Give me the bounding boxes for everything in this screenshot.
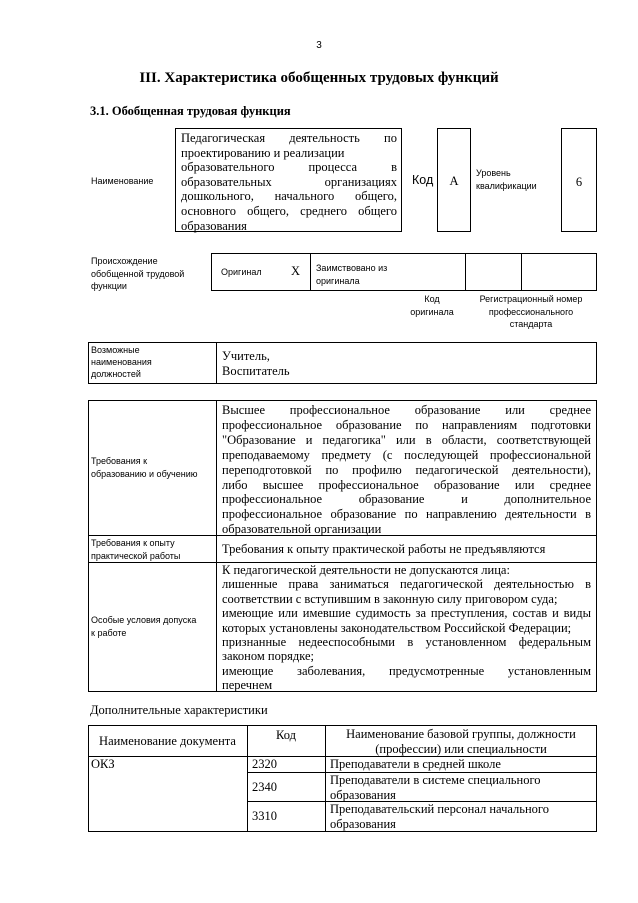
table-row-code: 2320 (252, 757, 277, 771)
function-name-line: дошкольного, начального общего, (181, 189, 397, 204)
code-original-caption: Код оригинала (410, 294, 454, 317)
function-name-line: проектированию и реализации (181, 145, 345, 160)
table-row-code: 2340 (252, 780, 277, 794)
table-row-name: Преподаватели в системе специального образования (330, 773, 541, 802)
function-name-line: образовательного процесса в (181, 160, 397, 175)
function-name-line: основного общего, среднего общего (181, 203, 397, 218)
code-label: Код (412, 173, 434, 187)
original-mark: Х (291, 264, 301, 278)
positions-value: Учитель, Воспитатель (222, 349, 290, 378)
function-name-line: образовательных организациях (181, 174, 397, 189)
experience-label: Требования к опыту практической работы (91, 538, 181, 561)
header-document: Наименование документа (99, 734, 236, 748)
reg-number-caption: Регистрационный номер профессионального стандарта (479, 294, 583, 329)
borrowed-label: Заимствовано из оригинала (316, 263, 388, 286)
level-value-box: 6 (561, 128, 597, 232)
table-row-code: 3310 (252, 809, 277, 823)
origin-label: Происхождение обобщенной трудовой функции (91, 256, 185, 291)
name-label: Наименование (91, 176, 154, 186)
level-label (476, 167, 537, 193)
level-label-line: Уровень (476, 168, 511, 178)
section-title: III. Характеристика обобщенных трудовых функций (139, 70, 499, 86)
page-number: 3 (316, 40, 322, 51)
origin-table (211, 253, 597, 291)
additional-title: Дополнительные характеристики (90, 703, 268, 717)
header-name: Наименование базовой группы, должности (профессии) или специальности (346, 727, 576, 756)
original-label: Оригинал (221, 267, 262, 277)
code-value-box: А (437, 128, 471, 232)
positions-table (88, 342, 597, 384)
function-name-line: образования (181, 218, 247, 233)
function-name-box (175, 128, 402, 232)
special-conditions-text: К педагогической деятельности не допускаются лица: лишенные права заниматься педагогической деятельностью в соответствии с вступившим в законную силу приговором суда; имеющие или имевшие судимость за преступления, состав и виды которых установлены законодательством Российской Федерации; признанные недееспособными в установленном федеральным законом порядке; имеющие заболевания, предусмотренные установленным перечнем (222, 563, 591, 693)
function-name-line: Педагогическая деятельность по (181, 131, 397, 145)
subsection-title: 3.1. Обобщенная трудовая функция (90, 104, 291, 118)
table-row-name: Преподавательский персонал начального образования (330, 802, 549, 831)
level-label-line: квалификации (476, 181, 537, 191)
header-code: Код (276, 728, 296, 742)
special-conditions-label: Особые условия допуска к работе (91, 615, 197, 638)
experience-value: Требования к опыту практической работы не предъявляются (222, 542, 546, 556)
table-row-name: Преподаватели в средней школе (330, 757, 501, 771)
education-text: Высшее профессиональное образование или среднее профессиональное образование по направлениям подготовки "Образование и педагогика" или в области, соответствующей преподаваемому предмету (с последующей профессиональной переподготовкой по профилю педагогической деятельности), либо высшее профессиональное образование или среднее профессиональное образование и дополнительное профессиональное образование по направлению деятельности в образовательной организации (222, 403, 591, 537)
education-label: Требования к образованию и обучению (91, 456, 198, 479)
positions-label: Возможные наименования должностей (91, 345, 152, 379)
document-okz: ОКЗ (91, 757, 115, 771)
